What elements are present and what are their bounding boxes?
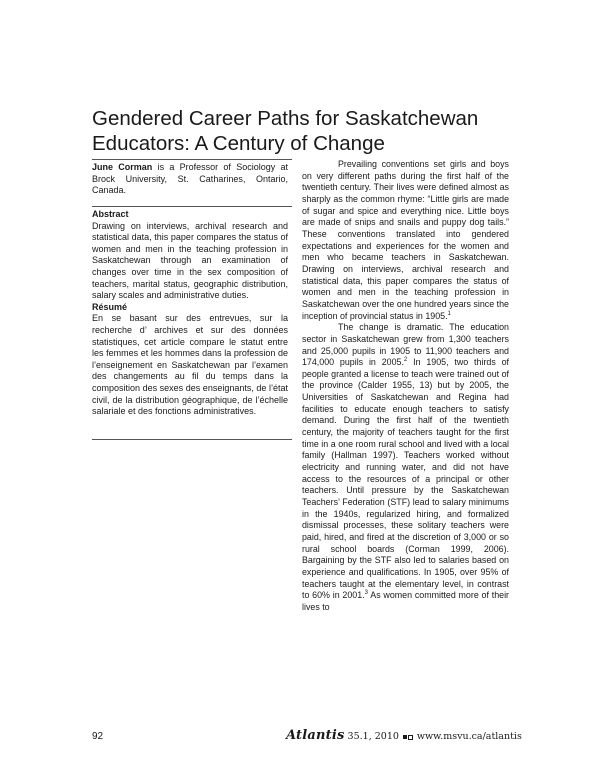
body-text	[302, 159, 509, 614]
top-divider	[92, 159, 292, 160]
separator-squares-icon	[403, 735, 413, 740]
body-paragraph-2-text-a: The change is dramatic. The education sector in Saskatchewan grew from 1,300 teachers and 25,000 pupils in 1905 to 11,900 teachers and 174,000 pupils in 2005.	[302, 322, 509, 368]
abstract-section	[92, 209, 288, 418]
author-name: June Corman	[92, 162, 153, 172]
abstract-divider	[92, 439, 292, 440]
article-title-line-2: Educators: A Century of Change	[92, 131, 385, 155]
journal-issue: 35.1, 2010	[347, 731, 399, 742]
body-paragraph-1-text: Prevailing conventions set girls and boys on very different paths during the first half of the twentieth century. Their lives were defined almost as sharply as the common rhyme: “Little girls are made of sugar and spice and everything nice. Little boys are made of snips and snails and puppy dog tails.” These conventions translated into gendered expectations and experiences for the women and men who became teachers in Saskatchewan. Drawing on interviews, archival research and statistical data, this paper compares the status of women and men in the teaching profession in Saskatchewan over the one hundred years since the inception of provincial status in 1905.	[302, 159, 509, 321]
footnote-ref-3[interactable]: 3	[364, 590, 368, 597]
footnote-ref-1[interactable]: 1	[447, 310, 451, 317]
body-paragraph-1	[302, 159, 509, 322]
author-note	[92, 162, 288, 197]
author-bio: is a Professor of Sociology at Brock University, St. Catharines, Ontario, Canada.	[92, 162, 289, 196]
resume-heading: Résumé	[92, 301, 128, 312]
journal-name: Atlantis	[286, 728, 345, 743]
body-paragraph-2-text-b: In 1905, two thirds of people granted a license to teach were trained out of the province (Calder 1955, 13) but by 2005, the Universities of Saskatchewan and Regina had facilities to educate enough teachers to satisfy demand. During the first half of the twentieth century, the majority of teachers taught for the first time in a one room rural school and lived with a local family (Hallman 1997). Teachers worked without electricity and running water, and did not have access to the resources of a principal or other teachers. Until pressure by the Saskatchewan Teachers’ Federation (STF) lead to salary minimums in the 1940s, regularized hiring, and formalized dismissal processes, these solitary teachers were paid, hired, and fired at the discretion of 3,000 or so rural school boards (Corman 1999, 2006). Bargaining by the STF also led to salaries based on experience and qualifications. In 1905, over 95% of teachers taught at the elementary level, in contrast to 60% in 2001.	[302, 357, 509, 601]
resume-text: En se basant sur des entrevues, sur la recherche d’ archives et sur des données statistiques, cet article compare le statut entre les femmes et les hommes dans la profession de l’enseignement en Saskatchewan par l’examen des changements au fil du temps dans la composition des sexes des enseignants, de l’état civil, de la distribution géographique, de l’échelle salariale et des fonctions administratives.	[92, 313, 288, 417]
body-paragraph-2	[302, 322, 509, 613]
author-divider	[92, 206, 292, 207]
article-title	[92, 106, 532, 156]
article-title-line-1: Gendered Career Paths for Saskatchewan	[92, 106, 479, 130]
journal-url[interactable]: www.msvu.ca/atlantis	[416, 731, 522, 742]
body-paragraph-2-text-c: As women committed more of their lives to	[302, 590, 509, 612]
page-number: 92	[92, 731, 104, 742]
journal-footer	[286, 728, 522, 743]
abstract-text: Drawing on interviews, archival research and statistical data, this paper compares the status of women and men in the teaching profession in Saskatchewan through an examination of changes over time in the sex composition of teachers, marital status, geographic distribution, salary scales and administrative duties.	[92, 220, 288, 301]
abstract-heading: Abstract	[92, 209, 129, 219]
footnote-ref-2[interactable]: 2	[403, 357, 408, 364]
